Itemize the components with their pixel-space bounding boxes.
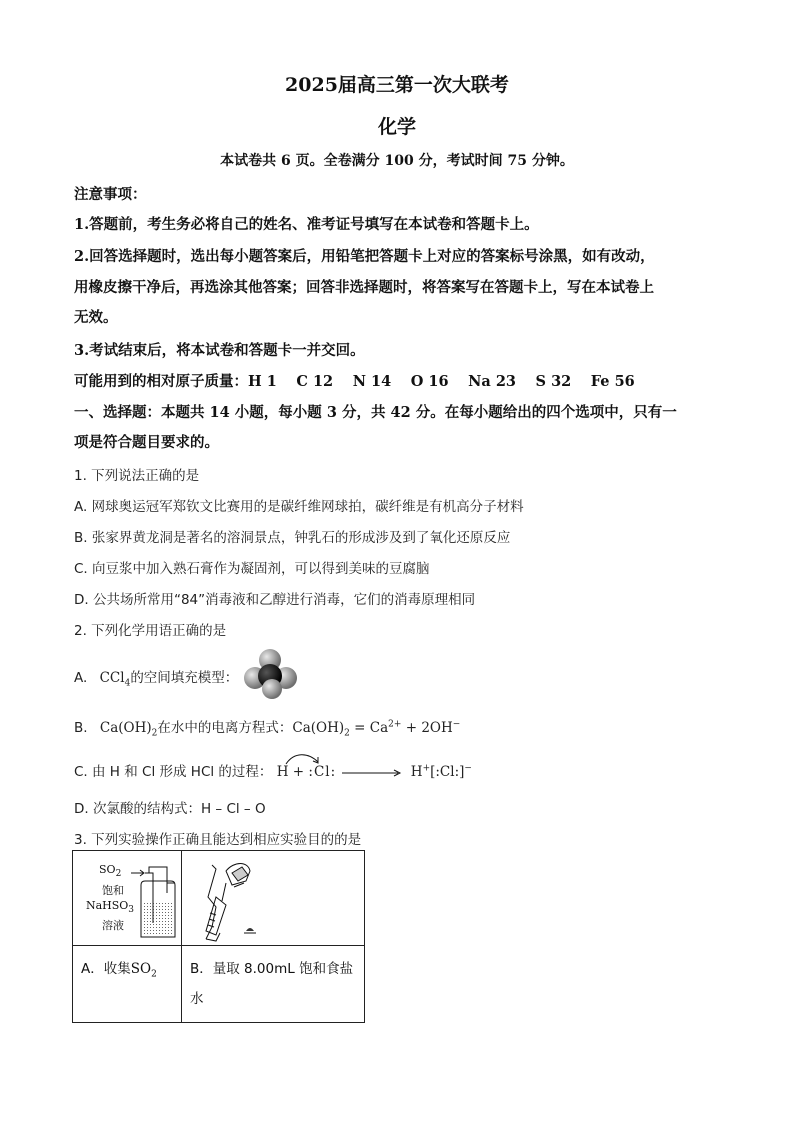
q3-cap-a-formula [130, 961, 157, 980]
q3-experiment-table [72, 850, 365, 1023]
q1-option-b: B. 张家界黄龙洞是著名的溶洞景点，钟乳石的形成涉及到了氧化还原反应 [74, 530, 511, 546]
q2-b-formula [99, 720, 158, 739]
q3-fig-a-label2-sub: 3 [128, 905, 135, 916]
q2-c-product-cl: [:Cl:] [430, 764, 465, 780]
q3-cap-a-formula-text: SO [130, 961, 152, 977]
note-2-line2: 用橡皮擦干净后，再选涂其他答案；回答非选择题时，将答案写在答题卡上，写在本试卷上 [74, 279, 654, 296]
q2-c-cl-text: Cl [313, 764, 331, 780]
q2-c-text: C. 由 H 和 Cl 形成 HCl 的过程： [74, 764, 273, 780]
reaction-arrow-icon [340, 768, 406, 778]
atomic-masses: 可能用到的相对原子质量：H 1 C 12 N 14 O 16 Na 23 S 32 Fe 56 [74, 373, 635, 390]
q2-c-sup-plus: + [422, 763, 431, 774]
q1-option-c: C. 向豆浆中加入熟石膏作为凝固剂，可以得到美味的豆腐脑 [74, 561, 430, 577]
q2-b-eq-mid: = Ca [349, 720, 389, 736]
note-1: 1.答题前，考生务必将自己的姓名、准考证号填写在本试卷和答题卡上。 [74, 216, 539, 233]
ccl4-space-filling-model-icon [244, 648, 300, 700]
q2-a-text: 的空间填充模型： [130, 670, 239, 686]
q1-stem: 1. 下列说法正确的是 [74, 468, 200, 484]
q3-cap-b-line1: B．量取 8.00mL 饱和食盐 [190, 961, 354, 977]
q2-c-h-atom: H [276, 764, 289, 780]
q2-a-formula [99, 670, 131, 689]
q3-fig-a-label2-text: NaHSO [85, 899, 129, 912]
q3-figure-a-cell [73, 851, 182, 946]
exam-info: 本试卷共 6 页。全卷满分 100 分，考试时间 75 分钟。 [220, 153, 574, 169]
graduated-cylinder-pouring-icon [186, 857, 268, 943]
note-2-line1: 2.回答选择题时，选出每小题答案后，用铅笔把答题卡上对应的答案标号涂黑，如有改动， [74, 248, 655, 265]
q2-b-eq-right: + 2OH [401, 720, 453, 736]
q2-c-cl-atom: :Cl: [308, 764, 337, 780]
q2-c-lewis-process [277, 764, 472, 780]
q2-stem: 2. 下列化学用语正确的是 [74, 623, 227, 639]
q3-fig-a-gas: SO [99, 863, 116, 876]
q3-cap-a-prefix: A．收集 [81, 961, 131, 977]
q2-b-eq-sub: 2 [344, 728, 350, 739]
q2-b-eq-left: Ca(OH) [292, 720, 345, 736]
q3-fig-a-solution-label [85, 883, 135, 933]
q2-option-b [74, 716, 724, 739]
q2-b-formula-text: Ca(OH) [99, 720, 152, 736]
q2-b-eq-sup: 2+ [388, 719, 402, 730]
exam-title: 2025届高三第一次大联考 [285, 74, 509, 96]
q2-b-text: 在水中的电离方程式： [157, 720, 293, 736]
q2-a-formula-sub: 4 [124, 678, 131, 689]
q2-option-c [74, 760, 724, 780]
subject-title: 化学 [377, 116, 416, 138]
q3-caption-a [73, 946, 182, 1023]
q2-b-prefix: B. [74, 720, 88, 736]
q3-cap-b-line2: 水 [190, 991, 204, 1007]
q2-b-formula-sub: 2 [151, 728, 158, 739]
note-3: 3.考试结束后，将本试卷和答题卡一并交回。 [74, 342, 365, 359]
q3-fig-a-label2 [85, 898, 135, 918]
q2-a-prefix: A. [74, 670, 88, 686]
q3-fig-a-label1: 饱和 [102, 884, 124, 897]
q2-c-plus: + [292, 764, 305, 780]
electron-transfer-arrow-icon [282, 752, 328, 766]
q2-option-d: D. 次氯酸的结构式：H – Cl – O [74, 801, 266, 817]
q3-figure-b-cell [182, 851, 365, 946]
q3-caption-b [182, 946, 365, 1023]
q3-stem: 3. 下列实验操作正确且能达到相应实验目的的是 [74, 832, 362, 848]
section-heading-line2: 项是符合题目要求的。 [74, 434, 219, 451]
q2-c-sup-minus: − [464, 763, 472, 774]
q2-a-formula-text: CCl [99, 670, 125, 686]
q3-fig-a-gas-sub: 2 [115, 869, 122, 880]
notes-heading: 注意事项： [74, 186, 147, 203]
q1-option-d: D. 公共场所常用“84”消毒液和乙醇进行消毒，它们的消毒原理相同 [74, 592, 476, 608]
q1-option-a: A. 网球奥运冠军郑钦文比赛用的是碳纤维网球拍，碳纤维是有机高分子材料 [74, 499, 524, 515]
q3-fig-a-label3: 溶液 [102, 919, 124, 933]
q2-b-eq-sup2: − [452, 719, 461, 730]
gas-washing-bottle-icon [131, 863, 181, 943]
q2-option-a [74, 666, 724, 689]
section-heading-line1: 一、选择题：本题共 14 小题，每小题 3 分，共 42 分。在每小题给出的四个选项中，只有一 [74, 404, 677, 421]
note-2-line3: 无效。 [74, 309, 118, 326]
q3-fig-a-gas-label [99, 863, 121, 879]
q2-c-product-h: H [410, 764, 423, 780]
q3-cap-a-sub: 2 [151, 969, 157, 980]
q2-b-equation [292, 719, 461, 739]
